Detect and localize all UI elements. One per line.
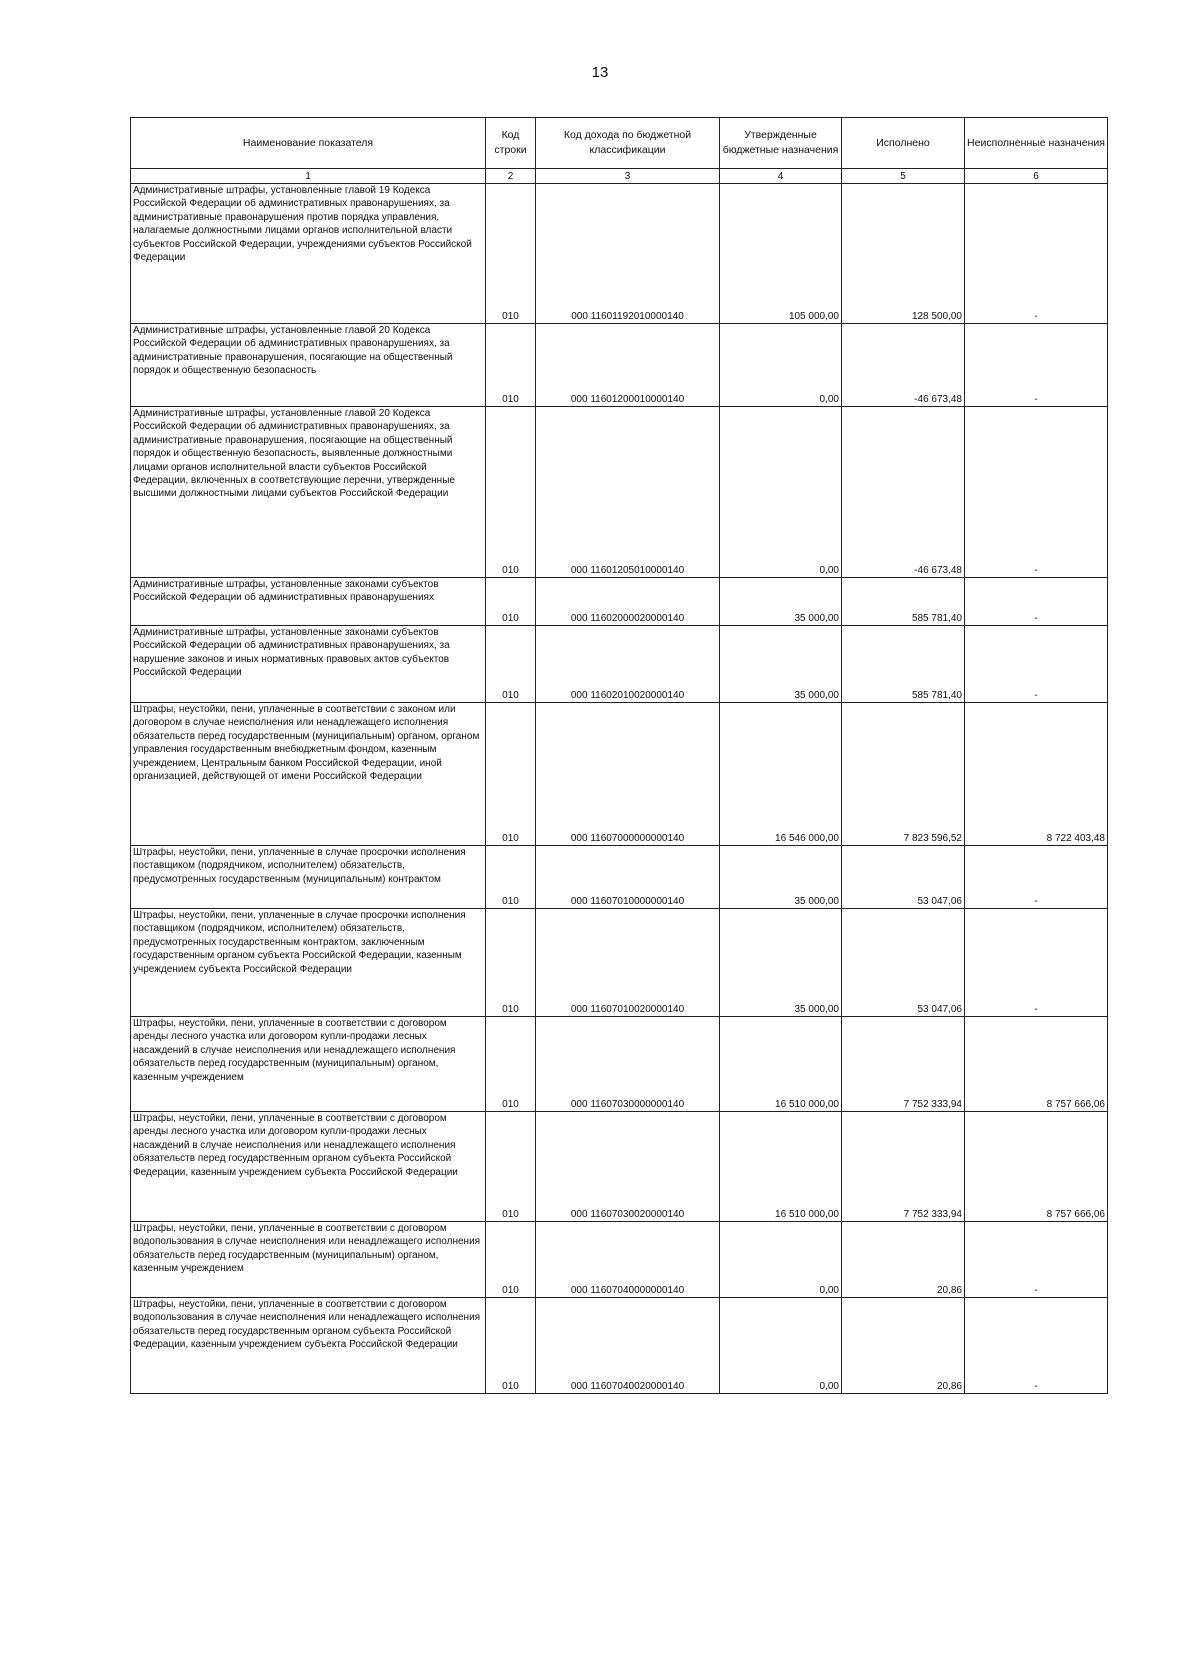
revenue-code: 000 11607040020000140	[536, 1298, 720, 1394]
table-row	[131, 324, 1108, 407]
table-row	[131, 578, 1108, 626]
indicator-name: Штрафы, неустойки, пени, уплаченные в случае просрочки исполнения поставщиком (подрядчиком, исполнителем) обязательств, предусмотренных государственным контрактом, заключенным государственным органом субъекта Российской Федерации, казенным учреждением субъекта Российской Федерации	[131, 909, 486, 1017]
executed-amount: 585 781,40	[842, 626, 965, 703]
indicator-name: Штрафы, неустойки, пени, уплаченные в соответствии с договором водопользования в случае неисполнения или ненадлежащего исполнения обязательств перед государственным (муниципальным) органом, казенным учреждением	[131, 1222, 486, 1298]
unexecuted-amount: 8 722 403,48	[965, 703, 1108, 846]
approved-amount: 16 510 000,00	[720, 1112, 842, 1222]
table-row	[131, 184, 1108, 324]
header-name: Наименование показателя	[131, 118, 486, 169]
indicator-name: Штрафы, неустойки, пени, уплаченные в соответствии с договором аренды лесного участка или договором купли-продажи лесных насаждений в случае неисполнения или ненадлежащего исполнения обязательств перед государственным органом субъекта Российской Федерации, казенным учреждением субъекта Российской Федерации	[131, 1112, 486, 1222]
executed-amount: 53 047,06	[842, 909, 965, 1017]
indicator-name: Штрафы, неустойки, пени, уплаченные в соответствии с договором аренды лесного участка или договором купли-продажи лесных насаждений в случае неисполнения или ненадлежащего исполнения обязательств перед государственным (муниципальным) органом, казенным учреждением	[131, 1017, 486, 1112]
line-code: 010	[486, 324, 536, 407]
table-row	[131, 909, 1108, 1017]
column-number: 2	[486, 169, 536, 184]
unexecuted-amount: -	[965, 846, 1108, 909]
table-row	[131, 407, 1108, 578]
approved-amount: 16 510 000,00	[720, 1017, 842, 1112]
line-code: 010	[486, 846, 536, 909]
page-number: 13	[591, 64, 609, 81]
revenue-code: 000 11601192010000140	[536, 184, 720, 324]
column-number: 5	[842, 169, 965, 184]
column-number: 4	[720, 169, 842, 184]
table-body	[131, 184, 1108, 1394]
executed-amount: 7 752 333,94	[842, 1017, 965, 1112]
executed-amount: 128 500,00	[842, 184, 965, 324]
indicator-name: Административные штрафы, установленные главой 20 Кодекса Российской Федерации об административных правонарушениях, за административные правонарушения, посягающие на общественный порядок и общественную безопасность, выявленные должностными лицами органов исполнительной власти субъектов Российской Федерации, включенных в соответствующие перечни, утвержденные высшими должностными лицами субъектов Российской Федерации	[131, 407, 486, 578]
header-row	[131, 118, 1108, 169]
indicator-name: Административные штрафы, установленные главой 19 Кодекса Российской Федерации об административных правонарушениях, за административные правонарушения против порядка управления, налагаемые должностными лицами органов исполнительной власти субъектов Российской Федерации, учреждениями субъектов Российской Федерации	[131, 184, 486, 324]
column-number: 3	[536, 169, 720, 184]
line-code: 010	[486, 909, 536, 1017]
executed-amount: -46 673,48	[842, 324, 965, 407]
unexecuted-amount: -	[965, 184, 1108, 324]
revenue-code: 000 11601205010000140	[536, 407, 720, 578]
header-executed: Исполнено	[842, 118, 965, 169]
approved-amount: 0,00	[720, 407, 842, 578]
line-code: 010	[486, 626, 536, 703]
approved-amount: 35 000,00	[720, 846, 842, 909]
column-number: 6	[965, 169, 1108, 184]
unexecuted-amount: 8 757 666,06	[965, 1017, 1108, 1112]
header-approved: Утвержденные бюджетные назначения	[720, 118, 842, 169]
revenue-code: 000 11607030020000140	[536, 1112, 720, 1222]
table-row	[131, 703, 1108, 846]
line-code: 010	[486, 1112, 536, 1222]
unexecuted-amount: -	[965, 626, 1108, 703]
executed-amount: 20,86	[842, 1222, 965, 1298]
unexecuted-amount: -	[965, 324, 1108, 407]
revenue-code: 000 11602010020000140	[536, 626, 720, 703]
unexecuted-amount: 8 757 666,06	[965, 1112, 1108, 1222]
revenue-code: 000 11607000000000140	[536, 703, 720, 846]
header-revenue-code: Код дохода по бюджетной классификации	[536, 118, 720, 169]
approved-amount: 35 000,00	[720, 578, 842, 626]
executed-amount: 7 823 596,52	[842, 703, 965, 846]
header-line-code: Код строки	[486, 118, 536, 169]
table-row	[131, 846, 1108, 909]
approved-amount: 105 000,00	[720, 184, 842, 324]
executed-amount: 585 781,40	[842, 578, 965, 626]
unexecuted-amount: -	[965, 1222, 1108, 1298]
revenue-code: 000 11607030000000140	[536, 1017, 720, 1112]
indicator-name: Административные штрафы, установленные законами субъектов Российской Федерации об административных правонарушениях	[131, 578, 486, 626]
executed-amount: 7 752 333,94	[842, 1112, 965, 1222]
table-row	[131, 1017, 1108, 1112]
line-code: 010	[486, 407, 536, 578]
indicator-name: Административные штрафы, установленные главой 20 Кодекса Российской Федерации об административных правонарушениях, за административные правонарушения, посягающие на общественный порядок и общественную безопасность	[131, 324, 486, 407]
approved-amount: 35 000,00	[720, 626, 842, 703]
table-row	[131, 1222, 1108, 1298]
revenue-code: 000 11602000020000140	[536, 578, 720, 626]
approved-amount: 0,00	[720, 1298, 842, 1394]
executed-amount: -46 673,48	[842, 407, 965, 578]
approved-amount: 0,00	[720, 1222, 842, 1298]
table-row	[131, 1112, 1108, 1222]
revenue-code: 000 11607010020000140	[536, 909, 720, 1017]
approved-amount: 35 000,00	[720, 909, 842, 1017]
revenue-code: 000 11607040000000140	[536, 1222, 720, 1298]
revenue-table	[130, 117, 1108, 1394]
line-code: 010	[486, 578, 536, 626]
indicator-name: Административные штрафы, установленные законами субъектов Российской Федерации об административных правонарушениях, за нарушение законов и иных нормативных правовых актов субъектов Российской Федерации	[131, 626, 486, 703]
executed-amount: 53 047,06	[842, 846, 965, 909]
line-code: 010	[486, 1017, 536, 1112]
table-row	[131, 1298, 1108, 1394]
unexecuted-amount: -	[965, 1298, 1108, 1394]
unexecuted-amount: -	[965, 407, 1108, 578]
revenue-code: 000 11601200010000140	[536, 324, 720, 407]
unexecuted-amount: -	[965, 909, 1108, 1017]
indicator-name: Штрафы, неустойки, пени, уплаченные в соответствии с законом или договором в случае неисполнения или ненадлежащего исполнения обязательств перед государственным (муниципальным) органом, органом управления государственным внебюджетным фондом, казенным учреждением, Центральным банком Российской Федерации, иной организацией, действующей от имени Российской Федерации	[131, 703, 486, 846]
approved-amount: 16 546 000,00	[720, 703, 842, 846]
line-code: 010	[486, 703, 536, 846]
executed-amount: 20,86	[842, 1298, 965, 1394]
line-code: 010	[486, 1222, 536, 1298]
column-number: 1	[131, 169, 486, 184]
revenue-code: 000 11607010000000140	[536, 846, 720, 909]
indicator-name: Штрафы, неустойки, пени, уплаченные в случае просрочки исполнения поставщиком (подрядчиком, исполнителем) обязательств, предусмотренных государственным (муниципальным) контрактом	[131, 846, 486, 909]
table-row	[131, 626, 1108, 703]
line-code: 010	[486, 184, 536, 324]
header-unexecuted: Неисполненные назначения	[965, 118, 1108, 169]
unexecuted-amount: -	[965, 578, 1108, 626]
line-code: 010	[486, 1298, 536, 1394]
column-number-row	[131, 169, 1108, 184]
indicator-name: Штрафы, неустойки, пени, уплаченные в соответствии с договором водопользования в случае неисполнения или ненадлежащего исполнения обязательств перед государственным органом субъекта Российской Федерации, казенным учреждением субъекта Российской Федерации	[131, 1298, 486, 1394]
approved-amount: 0,00	[720, 324, 842, 407]
